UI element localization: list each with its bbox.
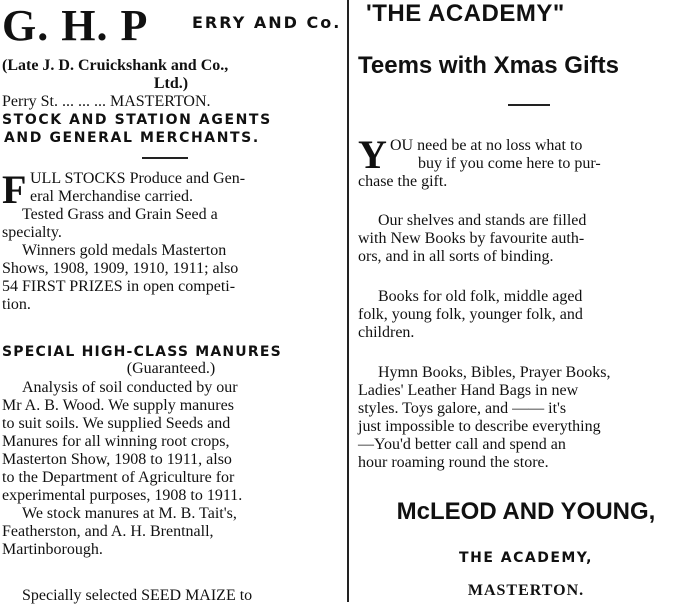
late-line-1: (Late J. D. Cruickshank and Co.,	[2, 57, 229, 74]
gift-line-1: OU need be at no loss what to	[390, 137, 583, 154]
firm-name-initials: G. H. P	[2, 1, 149, 50]
manures-line-10: Martinborough.	[2, 541, 103, 558]
manures-line-4: Manures for all winning root crops,	[2, 433, 230, 450]
manures-line-6: to the Department of Agriculture for	[2, 469, 235, 486]
manures-heading: SPECIAL HIGH-CLASS MANURES	[2, 344, 282, 360]
full-stocks-line-3: Tested Grass and Grain Seed a	[22, 206, 218, 223]
academy-title: 'THE ACADEMY"	[366, 0, 565, 27]
full-stocks-dropcap: F	[2, 167, 27, 212]
gift-line-3: chase the gift.	[358, 173, 448, 190]
agents-line-1: STOCK AND STATION AGENTS	[2, 112, 272, 128]
shelves-line-2: with New Books by favourite auth-	[358, 230, 585, 247]
manures-line-2: Mr A. B. Wood. We supply manures	[2, 397, 234, 414]
hymn-line-5: —You'd better call and spend an	[358, 436, 566, 453]
store-name: THE ACADEMY,	[459, 550, 593, 566]
books-line-1: Books for old folk, middle aged	[378, 288, 583, 305]
manures-line-1: Analysis of soil conducted by our	[22, 379, 238, 396]
full-stocks-line-1: ULL STOCKS Produce and Gen-	[30, 170, 246, 187]
gift-dropcap: Y	[358, 132, 387, 177]
full-stocks-line-4: specialty.	[2, 224, 62, 241]
full-stocks-line-5: Winners gold medals Masterton	[22, 242, 227, 259]
gift-line-2: buy if you come here to pur-	[418, 155, 601, 172]
manures-line-7: experimental purposes, 1908 to 1911.	[2, 487, 243, 504]
books-line-2: folk, young folk, younger folk, and	[358, 306, 583, 323]
agents-line-2: AND GENERAL MERCHANTS.	[4, 130, 260, 146]
shelves-line-1: Our shelves and stands are filled	[378, 212, 587, 229]
address-line: Perry St. ... ... ... MASTERTON.	[2, 93, 211, 110]
hymn-line-4: just impossible to describe everything	[358, 418, 601, 435]
hymn-line-2: Ladies' Leather Hand Bags in new	[358, 382, 579, 399]
hymn-line-6: hour roaming round the store.	[358, 454, 549, 471]
late-line-2: Ltd.)	[153, 75, 189, 92]
academy-subtitle: Teems with Xmas Gifts	[358, 52, 619, 79]
full-stocks-line-8: tion.	[2, 296, 31, 313]
town-name: MASTERTON.	[467, 582, 585, 599]
firm-name-rest: ERRY AND Co.	[192, 13, 342, 32]
firm-name: McLEOD AND YOUNG,	[396, 498, 656, 525]
section-rule	[508, 104, 550, 106]
manures-line-5: Masterton Show, 1908 to 1911, also	[2, 451, 232, 468]
section-rule	[142, 157, 188, 159]
manures-subheading: (Guaranteed.)	[126, 360, 216, 377]
manures-line-8: We stock manures at M. B. Tait's,	[22, 505, 237, 522]
hymn-line-1: Hymn Books, Bibles, Prayer Books,	[378, 364, 611, 381]
full-stocks-line-6: Shows, 1908, 1909, 1910, 1911; also	[2, 260, 239, 277]
seed-maize-line: Specially selected SEED MAIZE to	[22, 587, 253, 604]
manures-line-3: to suit soils. We supplied Seeds and	[2, 415, 231, 432]
shelves-line-3: ors, and in all sorts of binding.	[358, 248, 554, 265]
full-stocks-line-2: eral Merchandise carried.	[30, 188, 194, 205]
full-stocks-line-7: 54 FIRST PRIZES in open competi-	[2, 278, 236, 295]
manures-line-9: Featherston, and A. H. Brentnall,	[2, 523, 214, 540]
column-divider	[347, 0, 349, 602]
books-line-3: children.	[358, 324, 415, 341]
hymn-line-3: styles. Toys galore, and —— it's	[358, 400, 567, 417]
